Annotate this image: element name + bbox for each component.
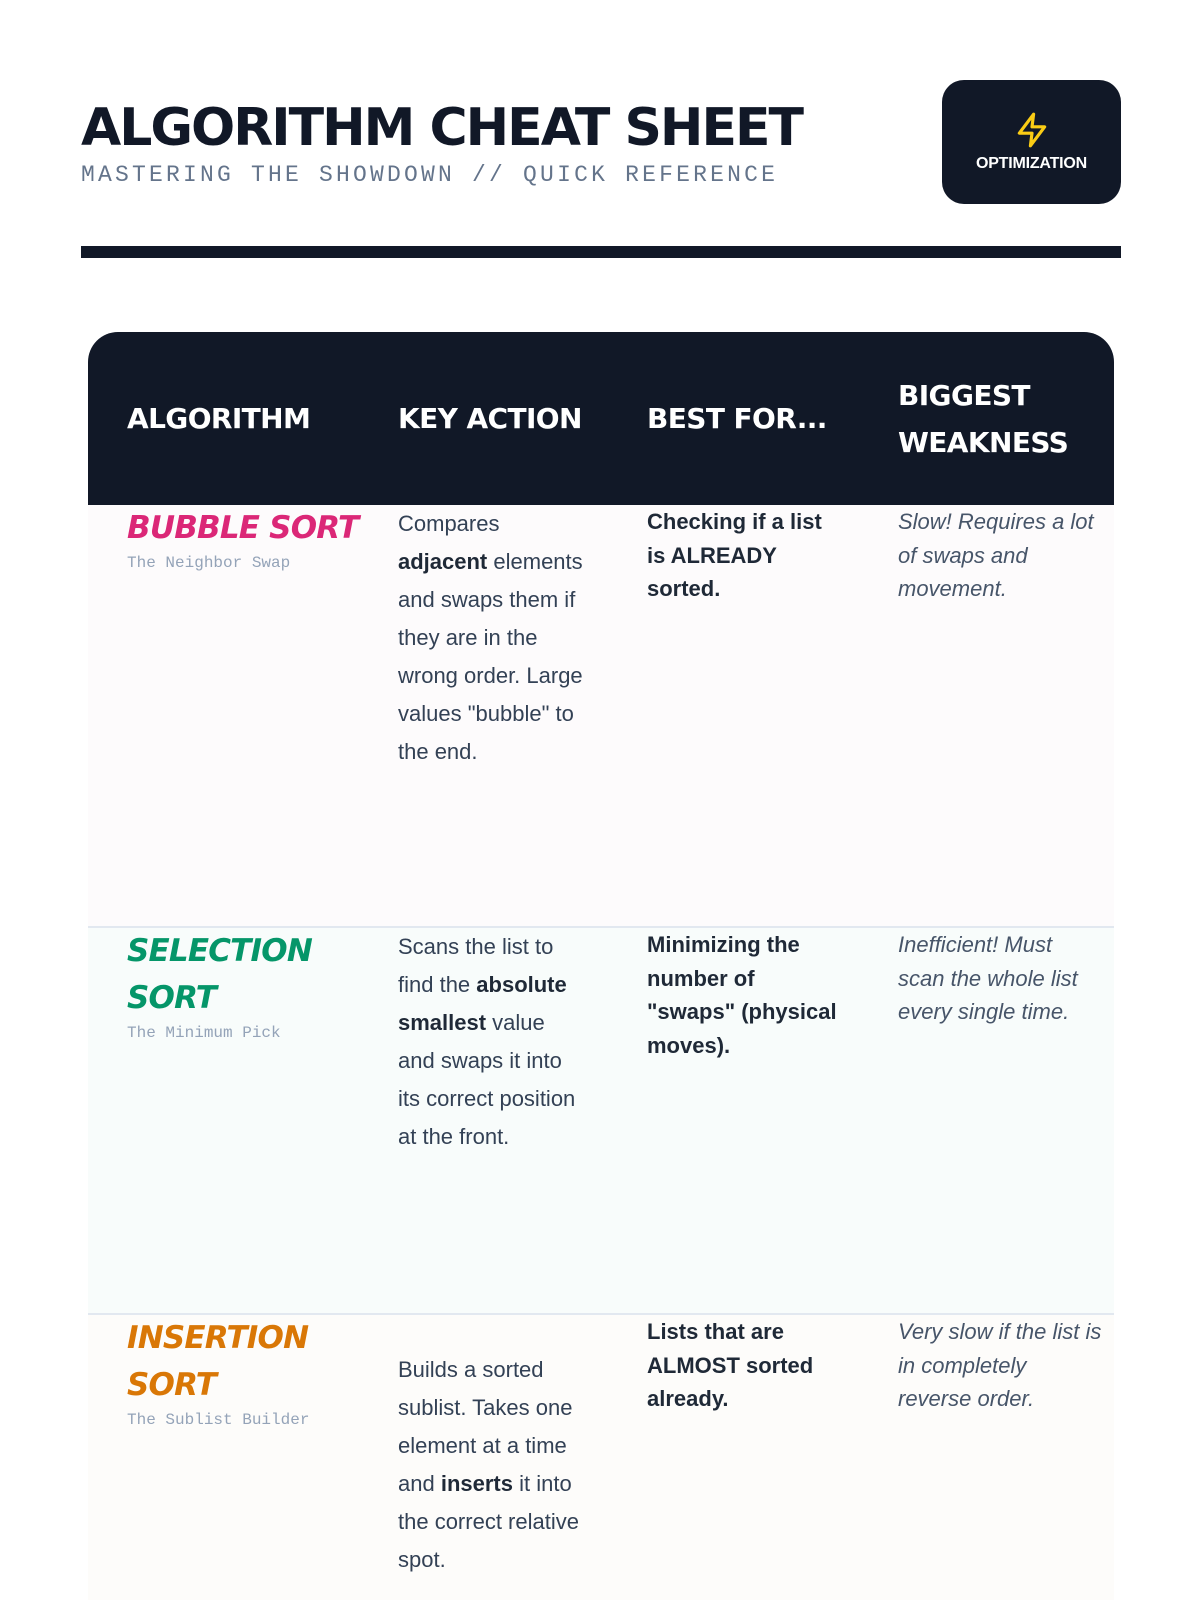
weakness-cell: [898, 928, 1103, 1029]
key-action-part: Compares: [398, 511, 500, 536]
key-action-text: [398, 1351, 583, 1579]
column-header-biggest-weakness: BIGGEST WEAKNESS: [898, 378, 1069, 459]
weakness-text: Slow! Requires a lot of swaps and movement.: [898, 509, 1094, 601]
key-action-part: it into the correct relative spot.: [398, 1471, 579, 1572]
best-for-cell: [647, 928, 837, 1062]
algorithm-nickname: The Neighbor Swap: [127, 554, 291, 572]
key-action-text: [398, 928, 583, 1156]
key-action-part: Scans the list to find the: [398, 934, 554, 997]
key-action-cell: [398, 1315, 583, 1579]
best-for-text: Lists that are ALMOST sorted already.: [647, 1319, 814, 1411]
algorithm-cell: [127, 505, 367, 572]
table-row: [88, 505, 1114, 928]
optimization-badge: [942, 80, 1121, 204]
table-row: [88, 1315, 1114, 1600]
key-action-emphasis: adjacent: [398, 549, 488, 574]
algorithm-name: BUBBLE SORT: [127, 510, 359, 546]
weakness-text: Very slow if the list is in completely reverse order.: [898, 1319, 1102, 1411]
key-action-emphasis: inserts: [440, 1471, 513, 1496]
key-action-part: Builds a sorted sublist. Takes one element at a time and: [398, 1357, 573, 1496]
best-for-text: Checking if a list is ALREADY sorted.: [647, 509, 822, 601]
algorithm-name: SELECTION SORT: [127, 933, 312, 1016]
key-action-emphasis: absolute smallest: [398, 972, 567, 1035]
table-row: [88, 928, 1114, 1315]
weakness-text: Inefficient! Must scan the whole list every single time.: [898, 932, 1078, 1024]
key-action-part: elements and swaps them if they are in the wrong order. Large values "bubble" to the end.: [398, 549, 583, 764]
best-for-cell: [647, 1315, 837, 1416]
table-header: [88, 332, 1114, 505]
best-for-cell: [647, 505, 837, 606]
key-action-cell: [398, 928, 583, 1156]
weakness-cell: [898, 1315, 1103, 1416]
algorithm-name: INSERTION SORT: [127, 1320, 309, 1403]
column-header-best-for: BEST FOR...: [647, 402, 827, 435]
algorithm-nickname: The Sublist Builder: [127, 1411, 310, 1429]
key-action-part: value and swaps it into its correct position at the front.: [398, 1010, 576, 1149]
algorithm-cell: [127, 928, 367, 1042]
page-title: ALGORITHM CHEAT SHEET: [81, 98, 802, 158]
weakness-cell: [898, 505, 1103, 606]
comparison-table: [88, 332, 1114, 1600]
page-header: [81, 80, 1121, 206]
column-header-algorithm: ALGORITHM: [127, 402, 311, 435]
column-header-key-action: KEY ACTION: [398, 402, 582, 435]
badge-label: OPTIMIZATION: [975, 155, 1088, 172]
lightning-bolt-icon: [1013, 111, 1051, 149]
header-divider: [81, 246, 1121, 258]
page-subtitle: MASTERING THE SHOWDOWN // QUICK REFERENCE: [81, 162, 779, 188]
algorithm-cell: [127, 1315, 367, 1429]
algorithm-nickname: The Minimum Pick: [127, 1024, 281, 1042]
best-for-text: Minimizing the number of "swaps" (physical moves).: [647, 932, 837, 1058]
key-action-text: [398, 505, 583, 771]
key-action-cell: [398, 505, 583, 771]
